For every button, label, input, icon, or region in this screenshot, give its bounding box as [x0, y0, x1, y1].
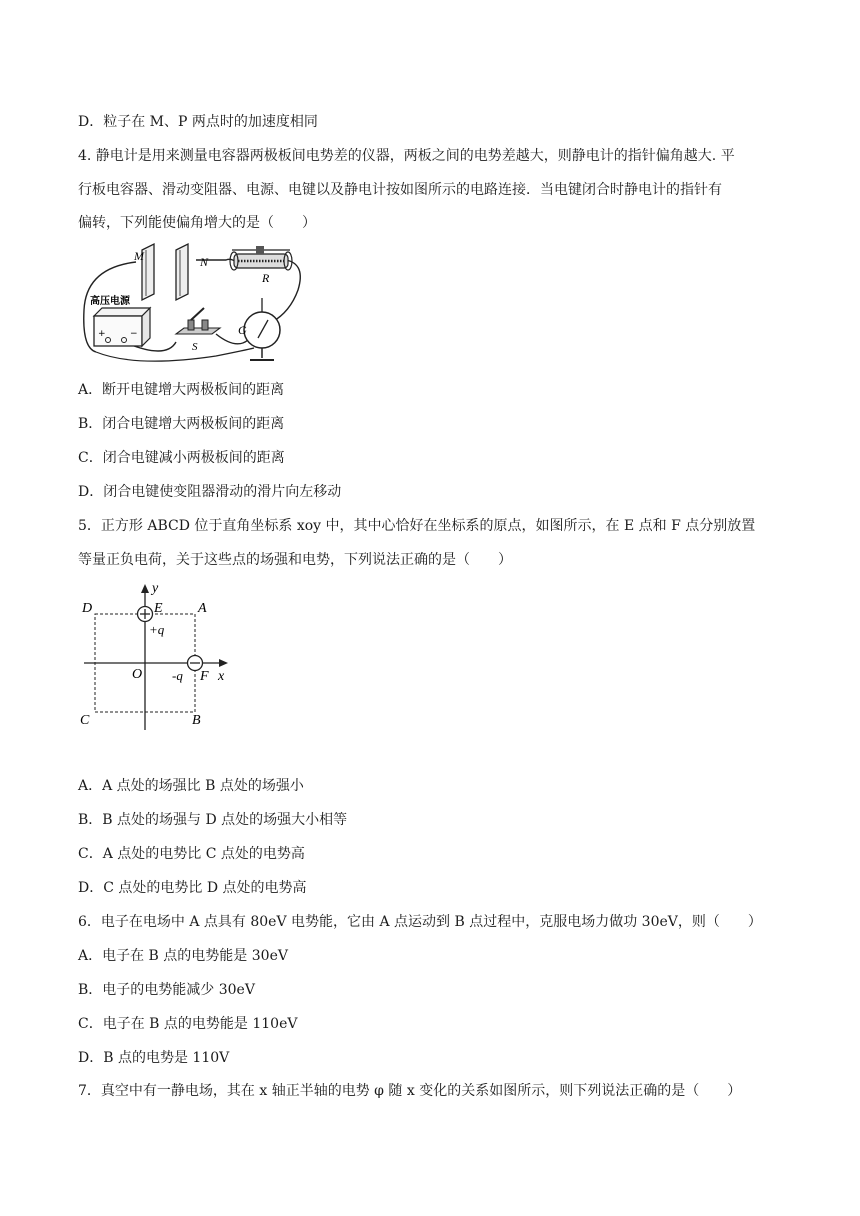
q4-stem-line-3: 偏转，下列能使偏角增大的是（ ）	[78, 215, 316, 231]
label-f: F	[200, 669, 209, 684]
q6-option-c: C．电子在 B 点的电势能是 110eV	[78, 1016, 298, 1032]
label-y-axis: y	[152, 581, 159, 596]
label-c: C	[80, 713, 90, 728]
label-source: 高压电源	[90, 296, 130, 307]
label-d: D	[82, 601, 93, 616]
q4-option-a: A．断开电键增大两极板间的距离	[78, 382, 285, 398]
q4-circuit-figure	[76, 240, 316, 370]
q6-stem-line-1: 6．电子在电场中 A 点具有 80eV 电势能，它由 A 点运动到 B 点过程中，克服电场力做功 30eV，则（ ）	[78, 914, 762, 930]
label-o: O	[132, 667, 143, 682]
label-m: M	[134, 249, 144, 263]
label-n: N	[200, 255, 209, 269]
q5-option-b: B．B 点处的场强与 D 点处的场强大小相等	[78, 812, 348, 828]
label-r: R	[262, 271, 270, 285]
q7-stem-line-1: 7．真空中有一静电场，其在 x 轴正半轴的电势 φ 随 x 变化的关系如图所示，则下列说法正确的是（ ）	[78, 1083, 742, 1099]
q4-stem-line-1: 4. 静电计是用来测量电容器两极板间电势差的仪器，两板之间的电势差越大，则静电计的指针偏角越大. 平	[78, 148, 735, 164]
label-plus-q: +q	[149, 622, 165, 637]
q4-option-d: D．闭合电键使变阻器滑动的滑片向左移动	[78, 484, 342, 500]
label-g: G	[238, 323, 247, 337]
q4-option-b: B．闭合电键增大两极板间的距离	[78, 416, 285, 432]
q5-option-d: D．C 点处的电势比 D 点处的电势高	[78, 880, 307, 896]
label-minus-q: -q	[172, 668, 183, 683]
label-s: S	[192, 341, 198, 353]
q5-coordinate-figure	[76, 578, 246, 738]
q6-option-d: D．B 点的电势是 110V	[78, 1050, 230, 1066]
label-plus: +	[98, 329, 106, 339]
q6-option-b: B．电子的电势能减少 30eV	[78, 982, 255, 998]
label-x-axis: x	[218, 669, 225, 684]
q5-option-c: C．A 点处的电势比 C 点处的电势高	[78, 846, 305, 862]
q3-option-d: D．粒子在 M、P 两点时的加速度相同	[78, 114, 318, 130]
label-minus: −	[130, 329, 138, 339]
label-a: A	[198, 601, 207, 616]
q5-stem-line-2: 等量正负电荷，关于这些点的场强和电势，下列说法正确的是（ ）	[78, 552, 512, 568]
label-b: B	[192, 713, 201, 728]
q4-stem-line-2: 行板电容器、滑动变阻器、电源、电键以及静电计按如图所示的电路连接．当电键闭合时静电计的指针有	[78, 182, 722, 198]
q5-option-a: A．A 点处的场强比 B 点处的场强小	[78, 778, 304, 794]
q4-option-c: C．闭合电键减小两极板间的距离	[78, 450, 285, 466]
q6-option-a: A．电子在 B 点的电势能是 30eV	[78, 948, 288, 964]
q5-stem-line-1: 5．正方形 ABCD 位于直角坐标系 xoy 中，其中心恰好在坐标系的原点，如图所示，在 E 点和 F 点分别放置	[78, 518, 756, 534]
label-e: E	[154, 601, 163, 616]
